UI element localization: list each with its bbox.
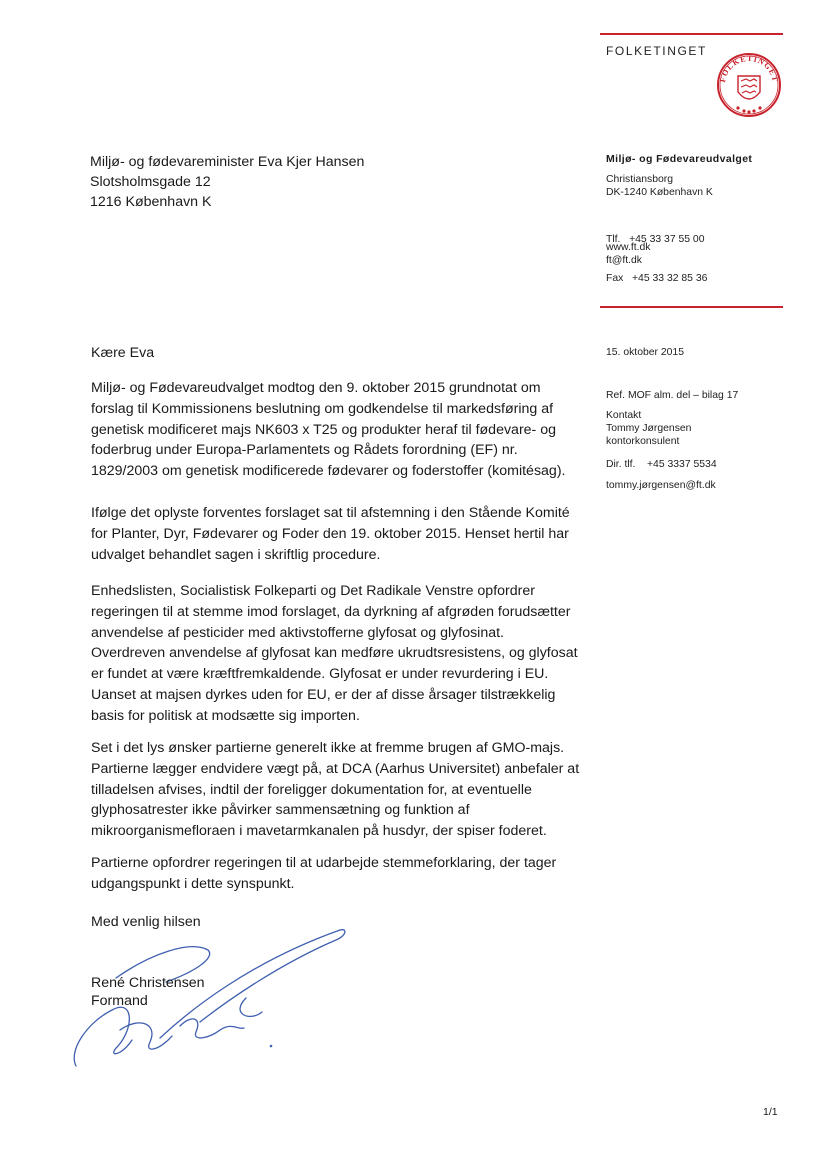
sender-address-1: Christiansborg: [606, 174, 673, 185]
contact-name: Tommy Jørgensen: [606, 423, 692, 434]
sender-address: [606, 173, 713, 199]
sender-online: [606, 241, 650, 267]
contact-title: kontorkonsulent: [606, 436, 680, 447]
paragraph-3: Enhedslisten, Socialistisk Folkeparti og Det Radikale Venstre opfordrer regeringen til at stemme imod forslaget, da dyrkning af afgrøden forudsætter anvendelse af pesticider med aktivstofferne glyfosat og glyfosinat. Overdreven anvendelse af glyfosat kan medføre ukrudtsresistens, og glyfosat er fundet at være kræftfremkaldende. Glyfosat er under revurdering i EU. Uanset at majsen dyrkes uden for EU, er der af disse årsager tilstrækkelig basis for politisk at modsætte sig importen.: [91, 583, 578, 724]
recipient-line-3: 1216 København K: [90, 194, 212, 210]
contact-label: Kontakt: [606, 410, 642, 421]
sender-address-2: DK-1240 København K: [606, 187, 713, 198]
paragraph-5: Partierne opfordrer regeringen til at udarbejde stemmeforklaring, der tager udgangspunkt i dette synspunkt.: [91, 855, 557, 892]
sender-email-link[interactable]: ft@ft.dk: [606, 255, 642, 266]
salutation: Kære Eva: [91, 345, 155, 361]
signer-name: René Christensen: [91, 975, 205, 991]
direct-phone: Dir. tlf. +45 3337 5534: [606, 459, 717, 470]
reference: Ref. MOF alm. del – bilag 17: [606, 390, 739, 401]
paragraph-2: Ifølge det oplyste forventes forslaget sat til afstemning i den Stående Komité for Planter, Dyr, Fødevarer og Foder den 19. oktober 2015. Henset hertil har udvalget behandlet sagen i skriftlig procedure.: [91, 505, 570, 563]
top-red-rule: [600, 33, 783, 35]
folketinget-seal-icon: [716, 52, 782, 118]
svg-text:FOLKETINGET: FOLKETINGET: [718, 53, 780, 84]
sender-fax: Fax +45 33 32 85 36: [606, 273, 708, 284]
brand-name: FOLKETINGET: [606, 44, 707, 58]
recipient-line-2: Slotsholmsgade 12: [90, 174, 211, 190]
contact-block: [606, 409, 691, 448]
closing: Med venlig hilsen: [91, 914, 201, 930]
contact-email-link[interactable]: tommy.jørgensen@ft.dk: [606, 480, 716, 491]
mid-red-rule: [600, 306, 783, 308]
sender-phone: Tlf. +45 33 37 55 00: [606, 234, 705, 245]
page-number: 1/1: [763, 1106, 778, 1118]
recipient-address: [90, 152, 364, 212]
paragraph-4: Set i det lys ønsker partierne generelt ikke at fremme brugen af GMO-majs. Partierne lægger endvidere vægt på, at DCA (Aarhus Universitet) anbefaler at tilladelsen afvises, indtil der foreligger dokumentation for, at eventuelle glyphosatrester ikke påvirker sammensætning og funktion af mikroorganismefloraen i mavetarmkanalen på husdyr, der spiser foderet.: [91, 740, 580, 840]
signer-title: Formand: [91, 993, 148, 1009]
committee-name: Miljø- og Fødevareudvalget: [606, 153, 753, 165]
letter-date: 15. oktober 2015: [606, 347, 684, 358]
paragraph-1: Miljø- og Fødevareudvalget modtog den 9. oktober 2015 grundnotat om forslag til Kommissionens beslutning om godkendelse til markedsføring af genetisk modificeret majs NK603 x T25 og produkter heraf til fødevare- og foderbrug under Europa-Parlamentets og Rådets forordning (EF) nr. 1829/2003 om genetisk modificerede fødevarer og foderstoffer (komitésag).: [91, 380, 566, 480]
sender-web-link[interactable]: www.ft.dk: [606, 242, 651, 253]
recipient-line-1: Miljø- og fødevareminister Eva Kjer Hansen: [90, 154, 365, 170]
